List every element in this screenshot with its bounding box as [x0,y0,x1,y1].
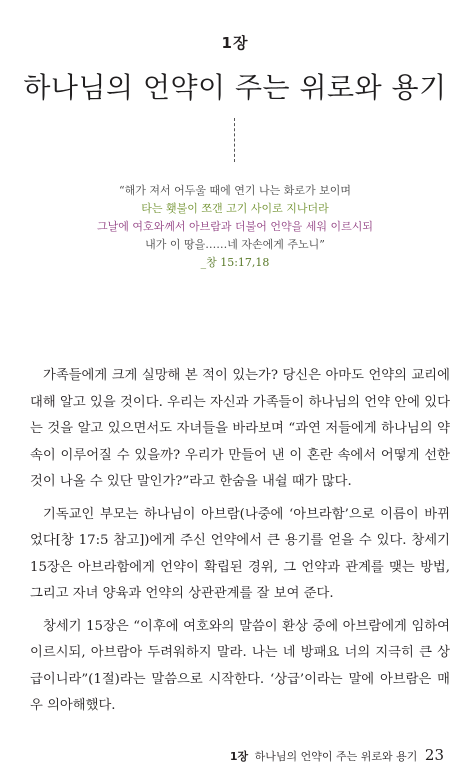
epigraph-line-2: 타는 횃불이 쪼갠 고기 사이로 지나더라 [141,202,329,215]
body-text [30,363,450,726]
paragraph-1: 가족들에게 크게 실망해 본 적이 있는가? 당신은 아마도 언약의 교리에 대해 알고 있을 것이다. 우리는 자신과 가족들이 하나님의 언약 안에 있다는 것을 알고 있으면서도 자녀들을 바라보며 “과연 저들에게 하나님의 약속이 이루어질 수 있을까? 우리가 만들어 낸 이 혼란 속에서 어떻게 선한 것이 나올 수 있단 말인가?”라고 한숨을 내쉴 때가 많다. [30,368,450,489]
chapter-title: 하나님의 언약이 주는 위로와 용기 [23,71,447,104]
epigraph-line-1: “해가 져서 어두울 때에 연기 나는 화로가 보이며 [119,184,351,197]
epigraph-line-4: 내가 이 땅을……네 자손에게 주노니” [145,238,325,251]
paragraph-2: 기독교인 부모는 하나님이 아브람(나중에 ‘아브라함’으로 이름이 바뀌었다[창 17:5 참고])에게 주신 언약에서 큰 용기를 얻을 수 있다. 창세기 15장은 아브라함에게 언약이 확립된 경위, 그 언약과 관계를 맺는 방법, 그리고 자녀 양육과 언약의 상관관계를 잘 보여 준다. [30,506,450,601]
epigraph-line-3: 그날에 여호와께서 아브람과 더불어 언약을 세워 이르시되 [96,220,373,233]
footer-title: 하나님의 언약이 주는 위로와 용기 [254,750,418,763]
epigraph-reference: _창 15:17,18 [200,256,270,269]
footer-chapter: 1장 [229,750,249,763]
page-number: 23 [424,746,444,764]
chapter-label: 1장 [221,34,249,52]
dashed-divider [234,118,235,162]
epigraph [0,182,470,272]
paragraph-3: 창세기 15장은 “이후에 여호와의 말씀이 환상 중에 아브람에게 임하여 이르시되, 아브람아 두려워하지 말라. 나는 네 방패요 너의 지극히 큰 상급이니라”(1절)라는 말씀으로 시작한다. ‘상급’이라는 말에 아브람은 매우 의아해했다. [30,618,450,713]
page-footer [230,746,444,764]
